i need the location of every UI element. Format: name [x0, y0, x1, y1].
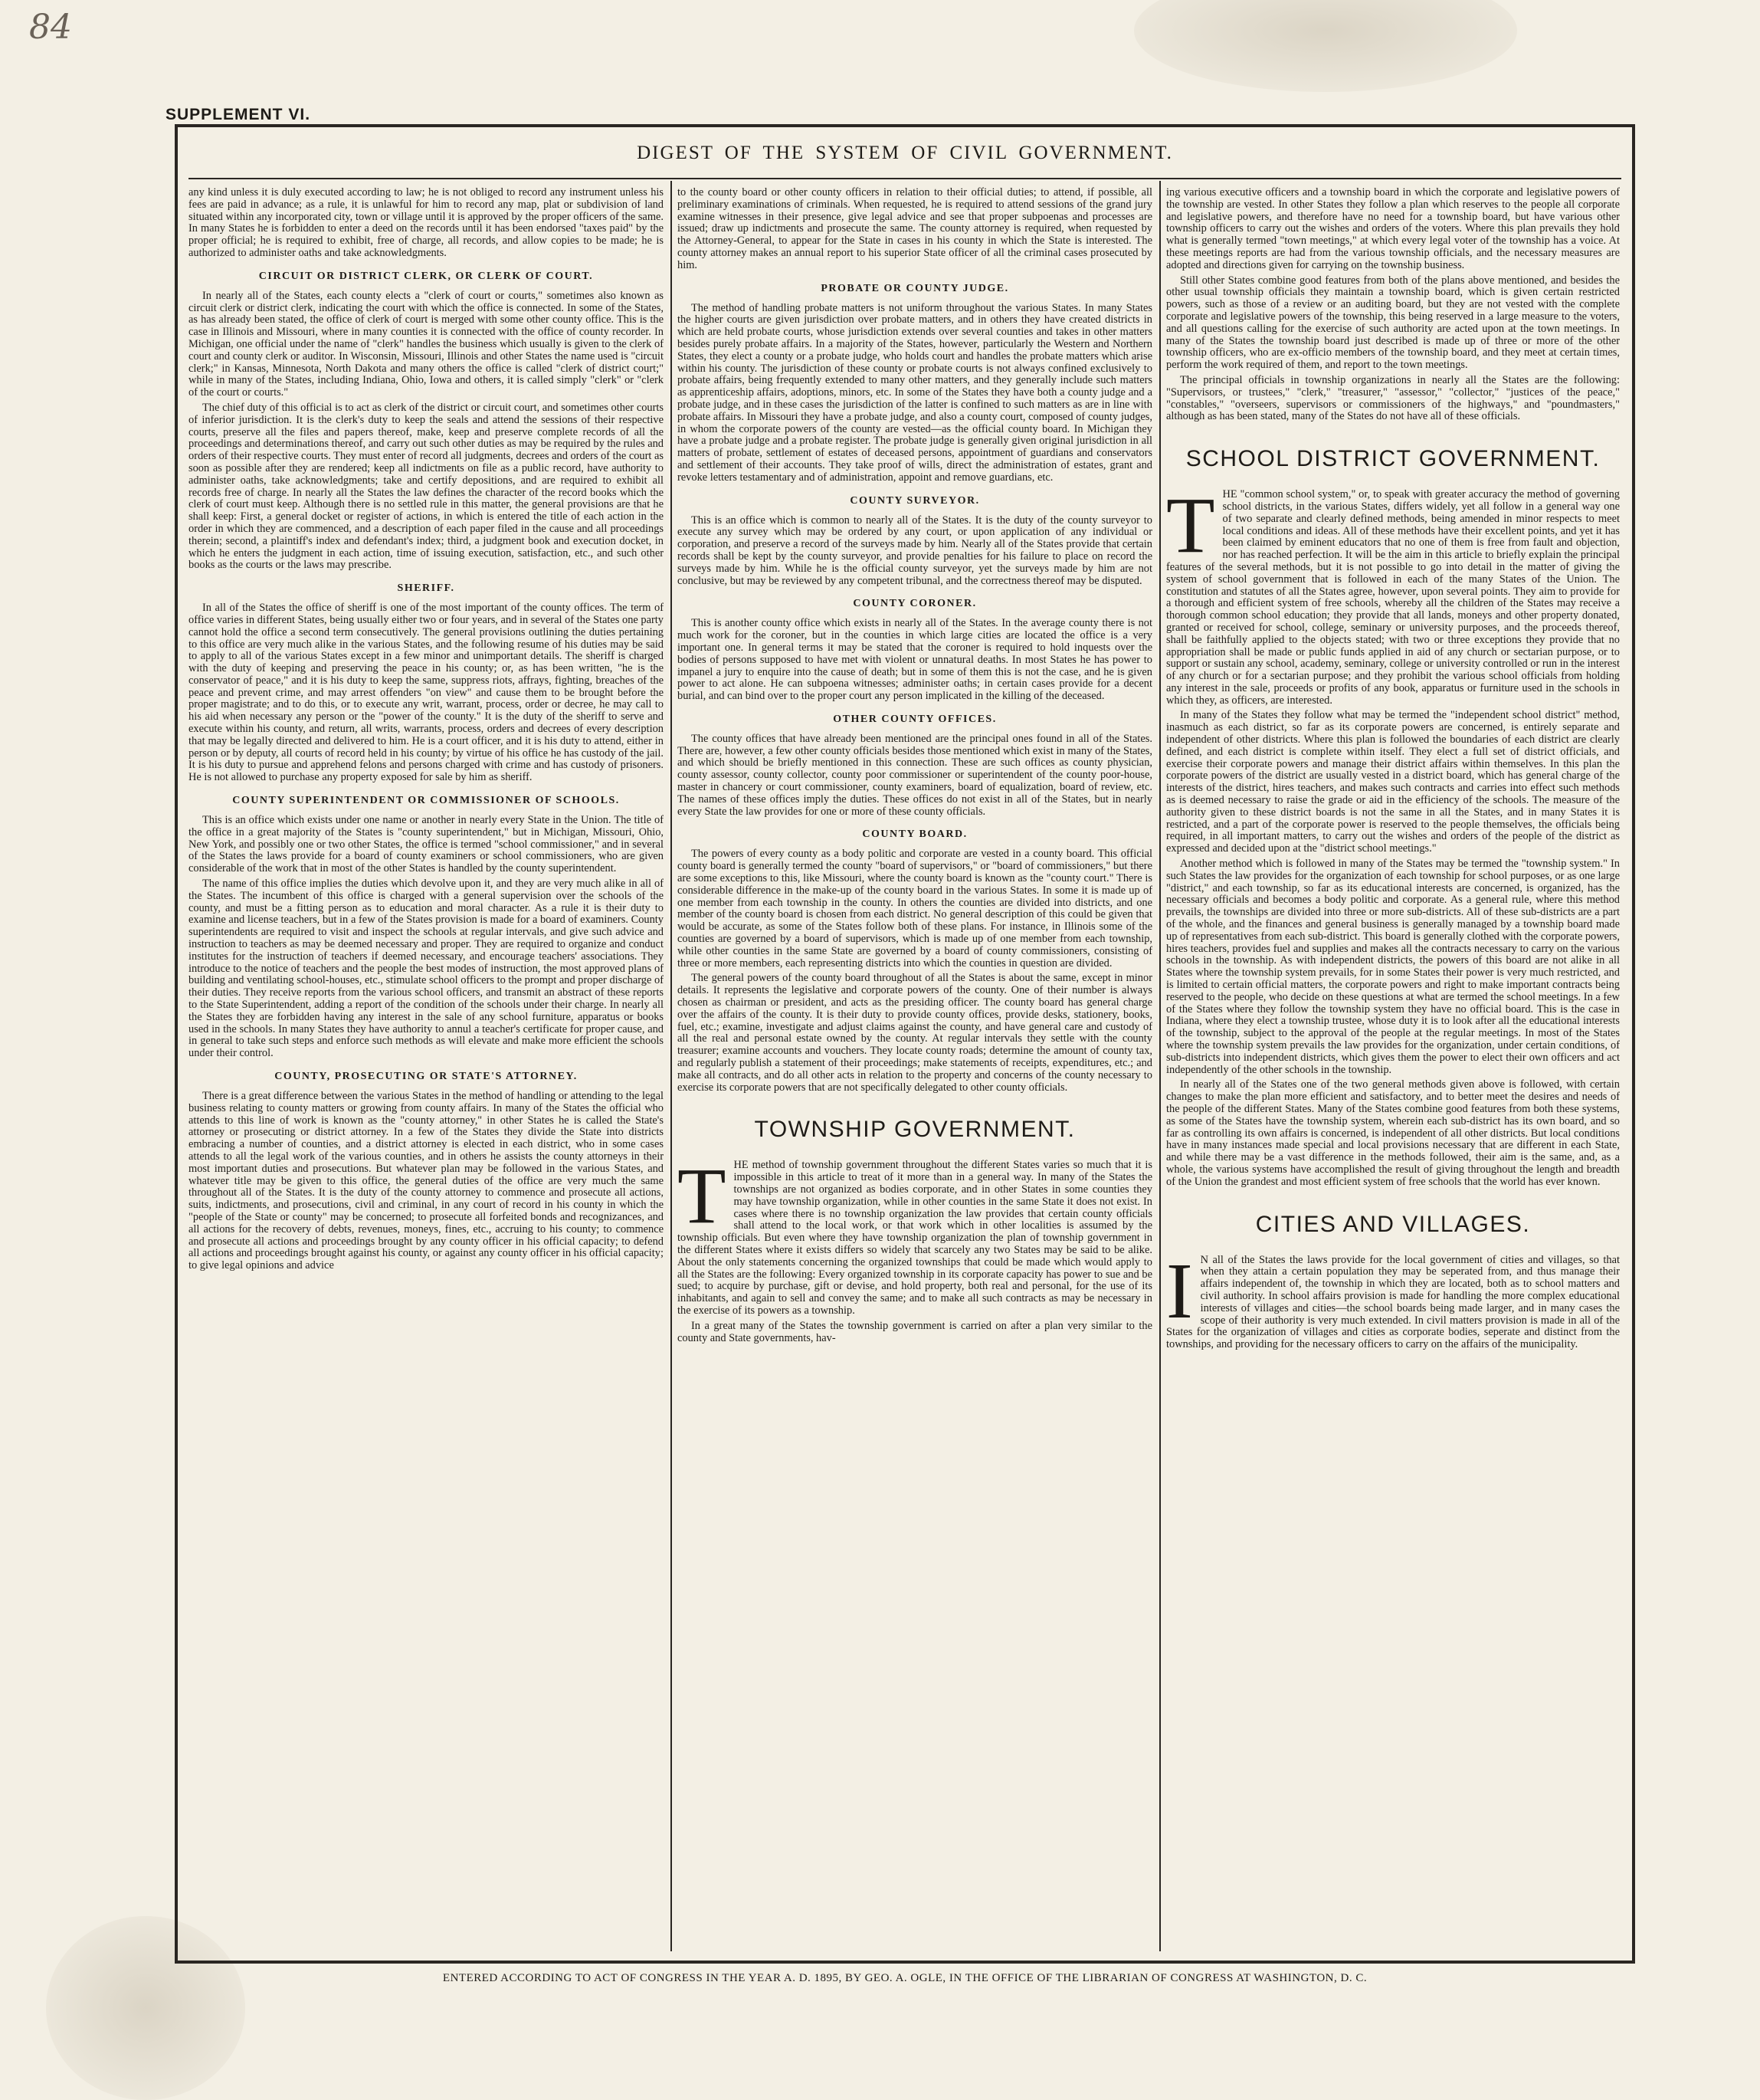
school-paragraph-3: Another method which is followed in many of the States may be termed the "township system." In such States the law provides for the organization of each township for school purposes, or as one large "district," and each township, so far as its educational interests are concerned, is organized, has the necessary officials and becomes a body politic and corporate. As a general rule, where this method prevails, the townships are divided into three or more sub-districts. All of these sub-districts are a part of the whole, and the finances and general business is generally managed by a township board made up of representatives from each sub-district. This board is generally clothed with the corporate powers, hires teachers, provides fuel and supplies and makes all the contracts necessary to carry on the various schools in the township. As with independent districts, the powers of this board are not alike in all States where the township system prevails, for in some States their power is very much restricted, and is limited to certain official matters, the corporate powers and right to make important contracts being reserved to the people, who decide on these questions at what are termed the school meetings. In a few of the States where they follow the township system they have no official board. This is the case in Indiana, where they elect a township trustee, whose duty it is to look after all the educational interests of the township, subject to the approval of the people at the regular meetings. In most of the States where the township system prevails the law provides for the organization, under certain conditions, of sub-districts into independent districts, which gives them the power to elect their own officers and act independently of the other schools in the township.	[1166, 858, 1620, 1076]
supplement-label: SUPPLEMENT VI.	[166, 106, 311, 123]
clerk-paragraph-1: In nearly all of the States, each county elects a "clerk of court or courts," sometimes also known as circuit clerk or district clerk, indicating the court with which the office is connected. In some of the States, as has already been stated, the office of clerk of court is merged with some other county office. This is the case in Illinois and Missouri, where in many counties it is connected with the office of county recorder. In Michigan, one official under the name of "clerk" handles the business which usually is given to the clerk of court and county clerk or auditor. In Wisconsin, Missouri, Illinois and other States the name used is "circuit clerk;" in Kansas, Minnesota, North Dakota and many others the office is called "clerk of district court;" while in many of the States, including Indiana, Ohio, Iowa and others, it is called simply "clerk" or "clerk of the court or courts."	[188, 289, 664, 399]
probate-heading: PROBATE OR COUNTY JUDGE.	[821, 282, 1009, 294]
probate-paragraph: The method of handling probate matters is not uniform throughout the various States. In many States the higher courts are given jurisdiction over probate matters, and in others they have created districts in which are held probate courts, whose jurisdiction extends over several counties and takes in other matters besides purely probate affairs. In a majority of the States, however, particularly the Western and Northern States, they elect a county or a probate judge, who holds court and handles the probate matters which arise within his county. The jurisdiction of these county or probate courts is not always confined exclusively to probate affairs, being frequently extended to many other matters, and they generally include such matters as apprenticeship affairs, adoptions, minors, etc. In some of the States they have both a county judge and a probate judge, and in these cases the jurisdiction of the latter is confined to such matters as are in line with probate affairs. In Missouri they have a probate judge, and also a county court, composed of county judges, in whom the corporate powers of the county are vested—as the official county board. In Michigan they have a probate judge and a probate register. The probate judge is generally given original jurisdiction in all matters of probate, settlement of estates of deceased persons, appointment of guardians and conservators and settlement of their accounts. They take proof of wills, direct the administration of estates, grant and revoke letters testamentary and of administration, appoint and remove guardians, etc.	[677, 301, 1152, 484]
column-2	[677, 187, 1152, 1948]
school-paragraph-1-text: HE "common school system," or, to speak with greater accuracy the method of governing school districts, in the various States, differs widely, yet all follow in a general way one of two separate and clearly defined methods, being amended in minor respects to meet local conditions and ideas. All of these methods have their excellent points, and yet it has been claimed by eminent educators that no one of them is free from fault and objection, nor has reached perfection. It will be the aim in this article to briefly explain the principal features of the several methods, but it is not possible to go into detail in the matter of giving the system of school government that is followed in each of the many States of the Union. The constitution and statutes of all the States agree, however, upon several points. They aim to provide for a thorough and efficient system of free schools, whereby all the children of the States may receive a thorough common school education; they provide that all lands, moneys and other property donated, granted or received for school, college, seminary or university purposes, and the proceeds thereof, shall be faithfully applied to the objects stated; with two or three exceptions they provide that no appropriation shall be made or public funds applied in aid of any church or sectarian purpose, or to support or sustain any school, academy, seminary, college or university controlled or run in the interest of any church or for a sectarian purpose; and they prohibit the various school officials from holding any interest in the sale, proceeds or profits of any book, apparatus or furniture used in the schools in which they, as officers, are interested.	[1166, 488, 1620, 707]
county-board-paragraph-1: The powers of every county as a body politic and corporate are vested in a county board. This official county board is generally termed the county "board of supervisors," or "board of commissioners," but there are some exceptions to this, like Missouri, where the county board is known as the "county court." There is considerable difference in the make-up of the county board in the various States. In some it is made up of one member from each township in the county. In others the counties are divided into districts, and one member of the county board is chosen from each district. No general description of this could be given that would be accurate, as some of the States follow both of these plans. For instance, in Illinois some of the counties are governed by a board of supervisors, which is made up of one member from each township, while other counties in the same State are governed by a board of county commissioners, consisting of three or more members, each representing districts into which the counties in question are divided.	[677, 848, 1152, 970]
sheriff-heading: SHERIFF.	[397, 582, 455, 595]
column-rule-1	[670, 181, 672, 1951]
other-offices-heading: OTHER COUNTY OFFICES.	[833, 713, 997, 725]
cities-paragraph-text: N all of the States the laws provide for the local government of cities and villages, so that when they attain a certain population they may be seperated from, and thus manage their affairs independent of, the township in which they are located, both as to school matters and civil authority. In school affairs provision is made for handling the more complex educational interests of villages and cities—the school boards being made larger, and in many cases the scope of their authority is very much extended. In civil matters provision is made in all of the States for the organization of villages and cities as corporate bodies, seperate and distinct from the townships, and providing for the necessary officers to carry on the affairs of the municipality.	[1166, 1253, 1620, 1351]
page-header: DIGEST OF THE SYSTEM OF CIVIL GOVERNMENT.	[637, 143, 1173, 163]
township-officials: The principal officials in township organizations in nearly all the States are the following: "Supervisors, or trustees," "clerk," "treasurer," "assessor," "collector," "justices of the peace," "constables," "overseers, supervisors or commissioners of the highways," and "poundmasters," although as has been stated, many of the States do not have all of these officials.	[1166, 373, 1620, 423]
attorney-continuation: to the county board or other county officers in relation to their official duties; to attend, if possible, all preliminary examinations of criminals. When requested, he is required to attend sessions of the grand jury examine witnesses in their presence, give legal advice and see that proper subpoenas and processes are issued; draw up indictments and prosecute the same. The county attorney is required, when requested by the Attorney-General, to appear for the State in cases in his county in which the State is interested. The county attorney makes an annual report to his superior State officer of all the criminal cases prosecuted by him.	[677, 187, 1152, 271]
recorder-continuation: any kind unless it is duly executed according to law; he is not obliged to record any instrument unless his fees are paid in advance; as a rule, it is unlawful for him to record any map, plat or subdivision of land situated within any incorporated city, town or village until it is approved by the proper officers of the same. In many States he is forbidden to enter a deed on the records until it has been endorsed "taxes paid" by the proper official; he is required to exhibit, free of charge, all records, and allow copies to be made; he is authorized to administer oaths and take acknowledgments.	[188, 187, 664, 259]
county-board-heading: COUNTY BOARD.	[862, 829, 968, 841]
cities-villages-heading: CITIES AND VILLAGES.	[1255, 1211, 1531, 1237]
township-heading: TOWNSHIP GOVERNMENT.	[754, 1117, 1076, 1143]
attorney-paragraph: There is a great difference between the various States in the method of handling or attending to the legal business relating to county matters or growing from county affairs. In many of the States the official who attends to this line of work is known as the "county attorney," in other States he is called the State's attorney or prosecuting or district attorney. In a few of the States they divide the State into districts embracing a number of counties, and a district attorney is elected in each district, who in some cases attends to all the legal work of the various counties, and in others he assists the county attorneys in their most important duties and prosecutions. But whatever plan may be followed in the various States, and whatever title may be given to this office, the general duties of the office are very much the same throughout all of the States. It is the duty of the county attorney to commence and prosecute all actions, suits, indictments, and prosecutions, civil and criminal, in any court of record in his county in which the "people of the State or county" may be concerned; to prosecute all forfeited bonds and recognizances, and all actions for the recovery of debts, revenues, moneys, fines, etc., accruing to his county; to commence and prosecute all actions and proceedings brought by any county officer in his official capacity; to defend all actions and proceedings brought against his county, or against any county officer in his official capacity; to give legal opinions and advice	[188, 1090, 664, 1272]
copyright-footer: ENTERED ACCORDING TO ACT OF CONGRESS IN THE YEAR A. D. 1895, BY GEO. A. OGLE, IN THE OFFICE OF THE LIBRARIAN OF CONGRESS AT WASHINGTON, D. C.	[442, 1972, 1368, 1984]
school-paragraph-4: In nearly all of the States one of the two general methods given above is followed, with certain changes to make the plan more efficient and satisfactory, and to better meet the desires and needs of the people of the different States. Many of the States combine good features from both these systems, as some of the States have the township system, wherein each sub-district has its own board, and so far as controlling its own affairs is concerned, is independent of all other districts. But local conditions have in many instances made special and local provisions necessary that are different in each State, and while there may be a vast difference in the methods followed, their aim is the same, and, as a whole, the various systems have accomplished the result of giving throughout the length and breadth of the Union the grandest and most efficient system of free schools that the world has ever known.	[1166, 1078, 1620, 1188]
surveyor-heading: COUNTY SURVEYOR.	[850, 494, 980, 507]
superintendent-paragraph-2: The name of this office implies the duties which devolve upon it, and they are very much alike in all of the States. The incumbent of this office is charged with a general supervision over the schools of the county, and must be a fitting person as to education and moral character. As a rule it is their duty to examine and license teachers, but in a few of the States provision is made for a board of examiners. County superintendents are required to visit and inspect the schools at regular intervals, and give such advice and instruction to teachers as may be deemed necessary and proper. They are required to organize and conduct institutes for the instruction of teachers if deemed necessary, and encourage teachers' associations. They introduce to the notice of teachers and the people the best modes of instruction, the most approved plans of building and ventilating school-houses, etc., stimulate school officers to the prompt and proper discharge of their duties. They receive reports from the various school officers, and transmit an abstract of these reports to the State Superintendent, adding a report of the condition of the schools under their charge. In nearly all the States they are forbidden having any interest in the sale of any school furniture, apparatus or books used in the schools. In many States they have authority to annul a teacher's certificate for proper cause, and in general to take such steps and enforce such methods as will elevate and make more efficient the schools under their control.	[188, 878, 664, 1060]
school-paragraph-2: In many of the States they follow what may be termed the "independent school district" method, inasmuch as each district, so far as its corporate powers are concerned, is entirely separate and independent of other districts. Where this plan is followed the boundaries of each district are clearly defined, and each district is complete within itself. They elect a full set of district officials, and exercise their corporate powers and manage their district affairs within themselves. In this plan the corporate powers of the district are usually vested in a district board, which has general charge of the interests of the district, hires teachers, and makes such contracts and carries into effect such methods as is deemed necessary to raise the grade or aid in the efficiency of the schools. The measure of the authority given to these district boards is not the same in all the States, and in many States it is restricted, and a part of the corporate power is reserved to the people themselves, the officials being required, in all important matters, to carry out the wishes and orders of the people of the district as expressed and decided upon at the "district school meetings."	[1166, 709, 1620, 855]
page-frame	[175, 124, 1635, 1964]
superintendent-paragraph-1: This is an office which exists under one name or another in nearly every State in the Union. The title of the office in a great majority of the States is "county superintendent," but in Michigan, Missouri, Ohio, New York, and possibly one or two other States, the office is termed "school commissioner," and in several of the States the laws provide for a board of county examiners or school commissioners, who are given considerable of the work that in most of the other States is handled by the county superintendent.	[188, 814, 664, 875]
school-drop-cap: T	[1166, 481, 1215, 570]
coroner-paragraph: This is another county office which exists in nearly all of the States. In the average county there is not much work for the coroner, but in the counties in which large cities are located the office is a very important one. In general terms it may be stated that the coroner is required to hold inquests over the bodies of persons supposed to have met with violent or unnatural deaths. In most States he has power to impanel a jury to enquire into the cause of death; but in some of them this is not the case, and he is given power to act alone. He can subpoena witnesses; administer oaths; in certain cases provide for a decent burial, and can bind over to the proper court any person implicated in the killing of the deceased.	[677, 617, 1152, 703]
clerk-heading: CIRCUIT OR DISTRICT CLERK, OR CLERK OF COURT.	[258, 270, 594, 282]
school-district-heading: SCHOOL DISTRICT GOVERNMENT.	[1185, 446, 1601, 472]
township-paragraph-1	[677, 1152, 1152, 1317]
township-combined-plans: Still other States combine good features from both of the plans above mentioned, and besides the other usual township officials they maintain a township board, which is given certain restricted powers, such as those of a review or an auditing board, but they are not vested with the complete corporate and legislative powers of the township, this being reserved in a large measure to the voters, and all questions calling for the exercise of such authority are acted upon at the town meetings. In many of the States the township board just described is made up of three or more of the other township officers, who are ex-officio members of the township board, and they meet at certain times, perform the work required of them, and report to the town meetings.	[1166, 274, 1620, 372]
superintendent-heading: COUNTY SUPERINTENDENT OR COMMISSIONER OF SCHOOLS.	[232, 795, 620, 807]
township-drop-cap: T	[677, 1152, 726, 1241]
school-paragraph-1	[1166, 481, 1620, 707]
cities-drop-cap: I	[1166, 1246, 1193, 1335]
township-paragraph-1-text: HE method of township government throughout the different States varies so much that it is impossible in this article to treat of it more than in a general way. In many of the States the townships are not organized as bodies corporate, and in other States in some counties they may have township organization, while in other counties in the same State it does not exist. In cases where there is no township organization the law provides that certain county officials shall attend to the local work, or that work which in other localities is assumed by the township officials. But even where they have township organization the plan of township government in the different States where it exists differs so widely that scarcely any two States may be said to be alike. About the only statements concerning the organized townships that could be made which would apply to all the States are the following: Every organized township in its corporate capacity has power to sue and be sued; to acquire by purchase, gift or devise, and hold property, both real and personal, for the use of its inhabitants, and again to sell and convey the same; and to make all such contracts as may be necessary in the exercise of its powers as a township.	[677, 1159, 1152, 1317]
paper-stain-top	[1134, 0, 1517, 92]
column-1	[188, 187, 664, 1948]
other-offices-paragraph: The county offices that have already been mentioned are the principal ones found in all of the States. There are, however, a few other county officials besides those mentioned which exist in many of the States, and which should be briefly mentioned in this connection. These are such offices as county physician, county assessor, county collector, county poor commissioner or superintendent of the county poor-house, master in chancery or court commissioner, county examiners, board of equalization, board of review, etc. The names of these offices imply the duties. These offices do not exist in all of the States, but in nearly every State the law provides for one or more of these county officials.	[677, 732, 1152, 818]
column-rule-2	[1159, 181, 1161, 1951]
column-3	[1166, 187, 1620, 1948]
township-continuation: ing various executive officers and a township board in which the corporate and legislative powers of the township are vested. In other States they follow a plan which reserves to the people all corporate and legislative powers, and therefore have no need for a township board, but have various other township officers to carry out the wishes and orders of the voters. Where this plan prevails they hold what is generally termed "town meetings," at which every legal voter of the township has a voice. At these meetings reports are had from the various township officials, and the necessary measures are adopted and directions given for carrying on the township business.	[1166, 187, 1620, 271]
sheriff-paragraph: In all of the States the office of sheriff is one of the most important of the county offices. The term of office varies in different States, being usually either two or four years, and in several of the States one party cannot hold the office a second term consecutively. The general provisions outlining the duties pertaining to this office are very much alike in the various States, and the following resume of his duties may be said to apply to all of the various States except in a few minor and unimportant details. The sheriff is charged with the duty of keeping and preserving the peace in his county; or, as has been written, "he is the conservator of peace," and it is his duty to keep the same, suppress riots, affrays, fighting, breaches of the peace and prevent crime, and may arrest offenders "on view" and cause them to be brought before the proper magistrate; and to do this, or to execute any writ, warrant, process, order or decree, he may call to his aid when necessary any person or the "power of the county." It is the duty of the sheriff to serve and execute within his county, and return, all writs, warrants, process, orders and decrees of every description that may be legally directed and delivered to him. He is a court officer, and it is his duty to attend, either in person or by deputy, all courts of record held in his county; by virtue of his office he has custody of the jail. It is his duty to pursue and apprehend felons and persons charged with crime and has custody of prisoners. He is not allowed to purchase any property exposed for sale by him as sheriff.	[188, 602, 664, 784]
coroner-heading: COUNTY CORONER.	[853, 598, 977, 610]
handwritten-page-number: 84	[29, 8, 72, 47]
clerk-paragraph-2: The chief duty of this official is to act as clerk of the district or circuit court, and sometimes other courts of inferior jurisdiction. It is the clerk's duty to keep the seals and attend the sessions of their respective courts, preserve all the files and papers thereof, make, keep and preserve complete records of all the proceedings and determinations thereof, and carry out such other duties as may be required by the rules and orders of their respective courts. They must enter of record all judgments, decrees and orders of the court as soon as possible after they are rendered; keep all indictments on file as a public record, have authority to administer oaths, take acknowledgments; take and certify depositions, and are required to exhibit all records free of charge. In nearly all the States the law defines the character of the record books which the clerk of court must keep. Although there is no settled rule in this matter, the general provisions are that he shall keep: First, a general docket or register of actions, in which is entered the title of each action in the order in which they are commenced, and a description of each paper filed in the cause and all proceedings therein; second, a plaintiff's index and defendant's index; third, a judgment book and execution docket, in which he enters the judgment in each action, time of issuing execution, satisfaction, etc., and such other books as the courts or the laws may prescribe.	[188, 401, 664, 572]
cities-paragraph	[1166, 1246, 1620, 1351]
header-rule	[188, 178, 1621, 179]
township-paragraph-2: In a great many of the States the township government is carried on after a plan very similar to the county and State governments, hav-	[677, 1319, 1152, 1344]
county-board-paragraph-2: The general powers of the county board throughout of all the States is about the same, except in minor details. It represents the legislative and corporate powers of the county. One of their number is always chosen as chairman or president, and acts as the presiding officer. The county board has general charge over the affairs of the county. It is their duty to provide county offices, provide desks, stationery, books, fuel, etc.; examine, investigate and adjust claims against the county, and have general care and custody of all the real and personal estate owned by the county. At regular intervals they settle with the county treasurer; examine accounts and vouchers. They locate county roads; determine the amount of county tax, and regularly publish a statement of their proceedings; make statements of receipts, expenditures, etc.; and make all contracts, and do all other acts in relation to the property and concerns of the county necessary to exercise its corporate powers that are not specifically delegated to other county officials.	[677, 972, 1152, 1094]
attorney-heading: COUNTY, PROSECUTING OR STATE'S ATTORNEY.	[274, 1071, 578, 1082]
surveyor-paragraph: This is an office which is common to nearly all of the States. It is the duty of the county surveyor to execute any survey which may be ordered by any court, or upon application of any individual or corporation, and preserve a record of the surveys made by him. Nearly all of the States provide that certain records shall be kept by the county surveyor, and provide penalties for his failure to place on record the surveys made by him. While he is the official county surveyor, yet the surveys made by him are not conclusive, but may be reviewed by any competent tribunal, and the correctness thereof may be disputed.	[677, 514, 1152, 587]
